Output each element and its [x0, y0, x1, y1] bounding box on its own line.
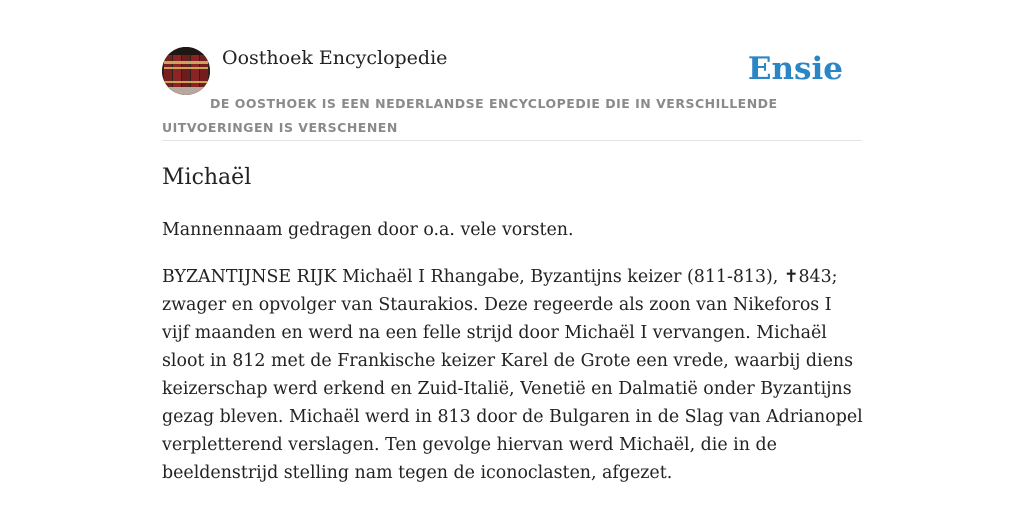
- site-tagline: DE OOSTHOEK IS EEN NEDERLANDSE ENCYCLOPEDIE DIE IN VERSCHILLENDE UITVOERINGEN IS VERSCHENEN: [162, 96, 778, 135]
- article-title: Michaël: [162, 165, 252, 190]
- site-header: [162, 46, 862, 141]
- site-name[interactable]: Oosthoek Encyclopedie: [222, 47, 448, 69]
- brand-logo-link[interactable]: Ensie: [747, 51, 843, 87]
- article-intro: Mannennaam gedragen door o.a. vele vorsten.: [162, 220, 574, 240]
- article-body: BYZANTIJNSE RIJK Michaël I Rhangabe, Byzantijns keizer (811-813), ✝843; zwager en opvolger van Staurakios. Deze regeerde als zoon van Nikeforos I vijf maanden en werd na een felle strijd door Michaël I vervangen. Michaël sloot in 812 met de Frankische keizer Karel de Grote een vrede, waarbij diens keizerschap werd erkend en Zuid-Italië, Venetië en Dalmatië onder Byzantijns gezag bleven. Michaël werd in 813 door de Bulgaren in de Slag van Adrianopel verpletterend verslagen. Ten gevolge hiervan werd Michaël, die in de beeldenstrijd stelling nam tegen de iconoclasten, afgezet.: [162, 267, 863, 483]
- encyclopedia-books-icon[interactable]: [162, 47, 210, 95]
